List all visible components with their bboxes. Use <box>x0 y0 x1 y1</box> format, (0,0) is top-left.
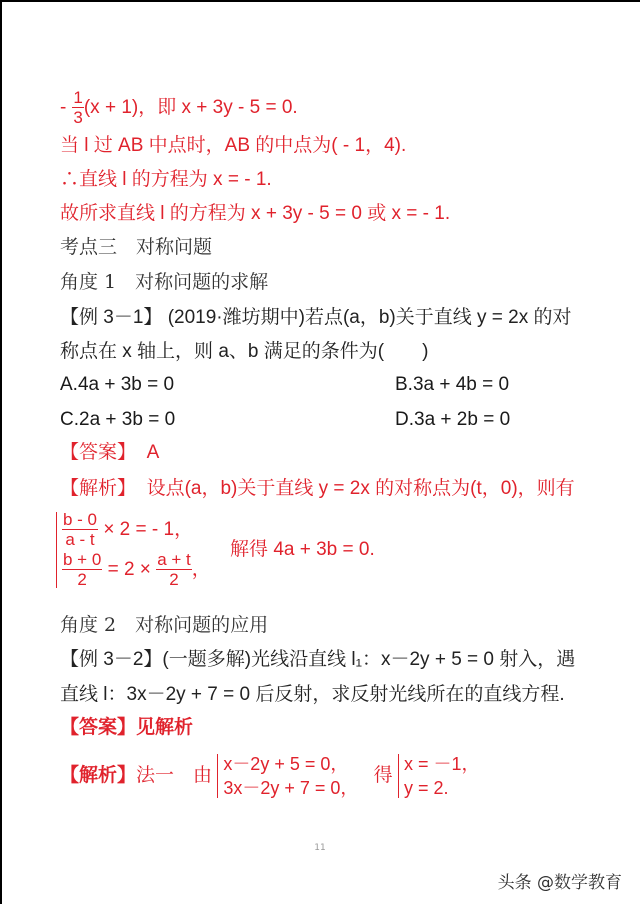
system-brace <box>217 752 358 800</box>
analysis-2 <box>60 752 480 800</box>
section-title: 考点三 对称问题 <box>60 236 213 258</box>
result-word: 得 <box>373 765 393 786</box>
example-label: 【例 3－1】 <box>60 307 163 328</box>
answer-value: A <box>146 442 160 463</box>
analysis-1 <box>60 477 575 501</box>
equation-system-1 <box>56 510 375 590</box>
fraction-one-third <box>72 88 83 127</box>
solution-line-2: 当 l 过 AB 中点时，AB 的中点为( - 1，4). <box>60 135 407 156</box>
answer-2 <box>60 716 193 740</box>
option-a: A.4a + 3b = 0 <box>60 374 175 395</box>
example-3-2-line-1 <box>60 648 575 672</box>
result-brace <box>398 752 480 800</box>
fraction <box>62 510 98 549</box>
analysis-text: 设点(a，b)关于直线 y = 2x 的对称点为(t，0)，则有 <box>146 478 575 499</box>
fraction-numerator: 1 <box>73 88 83 107</box>
analysis-method: 法一 由 <box>136 765 213 786</box>
analysis-label: 【解析】 <box>60 765 137 786</box>
watermark: 头条 @数学教育 <box>497 873 622 893</box>
answer-label: 【答案】 <box>60 442 137 463</box>
example-label: 【例 3－2】 <box>60 649 163 670</box>
example-3-2-line-2: 直线 l：3x－2y + 7 = 0 后反射，求反射光线所在的直线方程. <box>60 684 565 705</box>
fraction-denominator: 3 <box>73 108 83 127</box>
option-d: D.3a + 2b = 0 <box>395 409 511 430</box>
answer-1 <box>60 441 159 465</box>
solution-line-4: 故所求直线 l 的方程为 x + 3y - 5 = 0 或 x = - 1. <box>60 203 451 224</box>
angle-2-title: 角度 2 对称问题的应用 <box>60 614 269 636</box>
solution-line-3: ∴直线 l 的方程为 x = - 1. <box>60 169 272 190</box>
page-number: 11 <box>314 843 326 853</box>
comma: ， <box>191 559 211 580</box>
fraction-numerator: b + 0 <box>63 550 102 570</box>
option-b: B.3a + 4b = 0 <box>395 374 510 395</box>
example-text: (一题多解)光线沿直线 l₁：x－2y + 5 = 0 射入，遇 <box>162 649 576 670</box>
fraction-denominator: a - t <box>65 530 95 550</box>
result-row: y = 2. <box>403 778 449 798</box>
option-c: C.2a + 3b = 0 <box>60 409 176 430</box>
equation-middle: = 2 × <box>107 559 151 580</box>
page-border-left <box>0 0 2 904</box>
example-3-1-line-1 <box>60 306 572 330</box>
fraction-denominator: 2 <box>77 570 87 590</box>
expression-text: (x + 1)，即 <box>83 97 182 118</box>
fraction-numerator: a + t <box>157 550 191 570</box>
example-text: (2019·潍坊期中)若点(a，b)关于直线 y = 2x 的对 <box>162 307 572 328</box>
page-border-top <box>0 0 640 2</box>
equation-rest: × 2 = - 1， <box>103 519 194 540</box>
answer-label: 【答案】 <box>60 717 137 738</box>
equation-text: x + 3y - 5 = 0. <box>181 97 298 118</box>
fraction <box>156 550 192 589</box>
example-3-1-line-2: 称点在 x 轴上，则 a、b 满足的条件为( ) <box>60 341 429 362</box>
system-conclusion: 解得 4a + 3b = 0. <box>230 539 375 560</box>
equation-row: 3x－2y + 7 = 0， <box>223 778 359 798</box>
analysis-label: 【解析】 <box>60 478 137 499</box>
answer-value: 见解析 <box>136 717 194 738</box>
fraction-denominator: 2 <box>169 570 179 590</box>
system-brace <box>56 510 211 590</box>
angle-1-title: 角度 1 对称问题的求解 <box>60 271 269 293</box>
minus-sign: - <box>60 97 67 118</box>
fraction-numerator: b - 0 <box>63 510 98 530</box>
fraction <box>62 550 102 589</box>
result-row: x = －1， <box>403 754 480 774</box>
solution-line-1 <box>60 88 298 127</box>
equation-row: x－2y + 5 = 0， <box>223 754 349 774</box>
